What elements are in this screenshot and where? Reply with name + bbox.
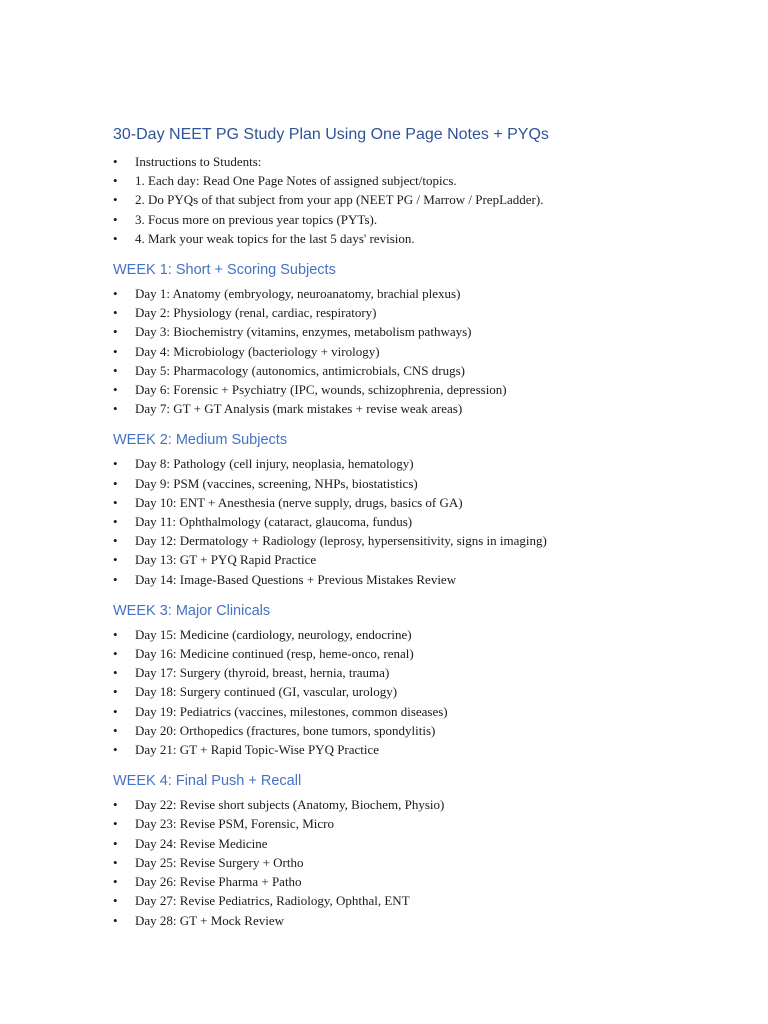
list-item — [113, 303, 733, 322]
list-item — [113, 380, 733, 399]
bullet-icon: • — [113, 401, 118, 417]
list-item-text: Instructions to Students: — [135, 154, 262, 169]
list-item — [113, 740, 733, 759]
list-item — [113, 550, 733, 569]
bullet-icon: • — [113, 192, 118, 208]
list-item-text: Day 13: GT + PYQ Rapid Practice — [135, 552, 317, 568]
bullet-icon: • — [113, 494, 118, 510]
list-item-text: Day 11: Ophthalmology (cataract, glaucoma, fundus) — [135, 514, 413, 530]
list-item — [113, 682, 733, 701]
bullet-icon: • — [113, 912, 118, 928]
list-item-text: Day 7: GT + GT Analysis (mark mistakes + revise weak areas) — [135, 401, 463, 417]
document-title: 30-Day NEET PG Study Plan Using One Page Notes + PYQs — [113, 126, 549, 143]
bullet-icon: • — [113, 835, 118, 851]
bullet-icon: • — [113, 703, 118, 719]
list-item-text: Day 22: Revise short subjects (Anatomy, Biochem, Physio) — [135, 797, 445, 813]
list-item-text: 2. Do PYQs of that subject from your app (NEET PG / Marrow / PrepLadder). — [135, 192, 544, 208]
bullet-icon: • — [113, 626, 118, 642]
list-item-text: Day 8: Pathology (cell injury, neoplasia, hematology) — [135, 456, 414, 472]
list-item-text: Day 5: Pharmacology (autonomics, antimicrobials, CNS drugs) — [135, 362, 466, 378]
list-item-text: Day 2: Physiology (renal, cardiac, respiratory) — [135, 305, 377, 321]
list-item-text: Day 27: Revise Pediatrics, Radiology, Ophthal, ENT — [135, 893, 410, 909]
list-item-text: Day 14: Image-Based Questions + Previous Mistakes Review — [135, 571, 457, 587]
list-item — [113, 795, 733, 814]
list-item — [113, 531, 733, 550]
list-item — [113, 644, 733, 663]
bullet-icon: • — [113, 382, 118, 398]
list-item-text: Day 19: Pediatrics (vaccines, milestones, common diseases) — [135, 703, 448, 719]
week-1-list — [113, 284, 733, 418]
list-item — [113, 322, 733, 341]
list-item — [113, 512, 733, 531]
bullet-icon: • — [113, 742, 118, 758]
week-3-heading: WEEK 3: Major Clinicals — [113, 602, 271, 619]
list-item — [113, 570, 733, 589]
bullet-icon: • — [113, 893, 118, 909]
list-item — [113, 853, 733, 872]
bullet-icon: • — [113, 456, 118, 472]
bullet-icon: • — [113, 533, 118, 549]
week-4-heading: WEEK 4: Final Push + Recall — [113, 773, 302, 790]
list-item — [113, 399, 733, 418]
list-item — [113, 284, 733, 303]
list-item — [113, 190, 733, 209]
list-item — [113, 702, 733, 721]
bullet-icon: • — [113, 173, 118, 189]
list-item — [113, 171, 733, 190]
bullet-icon: • — [113, 514, 118, 530]
bullet-icon: • — [113, 343, 118, 359]
list-item-text: Day 9: PSM (vaccines, screening, NHPs, biostatistics) — [135, 475, 418, 491]
bullet-icon: • — [113, 324, 118, 340]
bullet-icon: • — [113, 571, 118, 587]
bullet-icon: • — [113, 286, 118, 302]
week-1-section — [113, 260, 733, 418]
bullet-icon: • — [113, 722, 118, 738]
list-item-text: Day 4: Microbiology (bacteriology + virology) — [135, 343, 380, 359]
list-item-text: Day 17: Surgery (thyroid, breast, hernia, trauma) — [135, 665, 390, 681]
bullet-icon: • — [113, 874, 118, 890]
list-item-text: Day 18: Surgery continued (GI, vascular, urology) — [135, 684, 398, 700]
list-item-text: Day 21: GT + Rapid Topic-Wise PYQ Practice — [135, 742, 380, 758]
list-item — [113, 493, 733, 512]
list-item-text: Day 3: Biochemistry (vitamins, enzymes, metabolism pathways) — [135, 324, 472, 340]
list-item — [113, 891, 733, 910]
list-item — [113, 911, 733, 930]
list-item — [113, 152, 733, 171]
bullet-icon: • — [113, 211, 118, 227]
bullet-icon: • — [113, 552, 118, 568]
list-item — [113, 625, 733, 644]
list-item-text: 3. Focus more on previous year topics (PYTs). — [135, 211, 378, 227]
list-item-text: Day 15: Medicine (cardiology, neurology, endocrine) — [135, 626, 412, 642]
list-item — [113, 454, 733, 473]
list-item — [113, 229, 733, 248]
list-item — [113, 361, 733, 380]
list-item-text: Day 23: Revise PSM, Forensic, Micro — [135, 816, 334, 832]
document-content — [113, 124, 733, 930]
list-item — [113, 814, 733, 833]
week-4-section — [113, 771, 733, 929]
list-item-text: Day 12: Dermatology + Radiology (leprosy, hypersensitivity, signs in imaging) — [135, 533, 547, 549]
week-1-heading: WEEK 1: Short + Scoring Subjects — [113, 262, 336, 279]
list-item-text: Day 25: Revise Surgery + Ortho — [135, 854, 304, 870]
list-item-text: 1. Each day: Read One Page Notes of assigned subject/topics. — [135, 173, 457, 189]
list-item — [113, 342, 733, 361]
week-3-section — [113, 601, 733, 759]
list-item-text: Day 24: Revise Medicine — [135, 835, 268, 851]
bullet-icon: • — [113, 305, 118, 321]
bullet-icon: • — [113, 854, 118, 870]
week-2-section — [113, 430, 733, 588]
list-item-text: 4. Mark your weak topics for the last 5 days' revision. — [135, 230, 415, 246]
list-item-text: Day 1: Anatomy (embryology, neuroanatomy, brachial plexus) — [135, 286, 461, 302]
week-4-list — [113, 795, 733, 929]
bullet-icon: • — [113, 230, 118, 246]
list-item — [113, 210, 733, 229]
list-item-text: Day 28: GT + Mock Review — [135, 912, 284, 928]
list-item — [113, 474, 733, 493]
bullet-icon: • — [113, 684, 118, 700]
bullet-icon: • — [113, 797, 118, 813]
week-2-heading: WEEK 2: Medium Subjects — [113, 432, 288, 449]
bullet-icon: • — [113, 362, 118, 378]
week-3-list — [113, 625, 733, 759]
list-item-text: Day 6: Forensic + Psychiatry (IPC, wounds, schizophrenia, depression) — [135, 382, 507, 398]
instructions-list — [113, 152, 733, 248]
bullet-icon: • — [113, 816, 118, 832]
list-item-text: Day 20: Orthopedics (fractures, bone tumors, spondylitis) — [135, 722, 436, 738]
bullet-icon: • — [113, 665, 118, 681]
list-item — [113, 721, 733, 740]
bullet-icon: • — [113, 475, 118, 491]
list-item — [113, 872, 733, 891]
week-2-list — [113, 454, 733, 588]
list-item-text: Day 16: Medicine continued (resp, heme-onco, renal) — [135, 646, 414, 662]
list-item-text: Day 26: Revise Pharma + Patho — [135, 874, 302, 890]
list-item — [113, 663, 733, 682]
bullet-icon: • — [113, 154, 118, 169]
bullet-icon: • — [113, 646, 118, 662]
list-item-text: Day 10: ENT + Anesthesia (nerve supply, drugs, basics of GA) — [135, 494, 463, 510]
list-item — [113, 834, 733, 853]
